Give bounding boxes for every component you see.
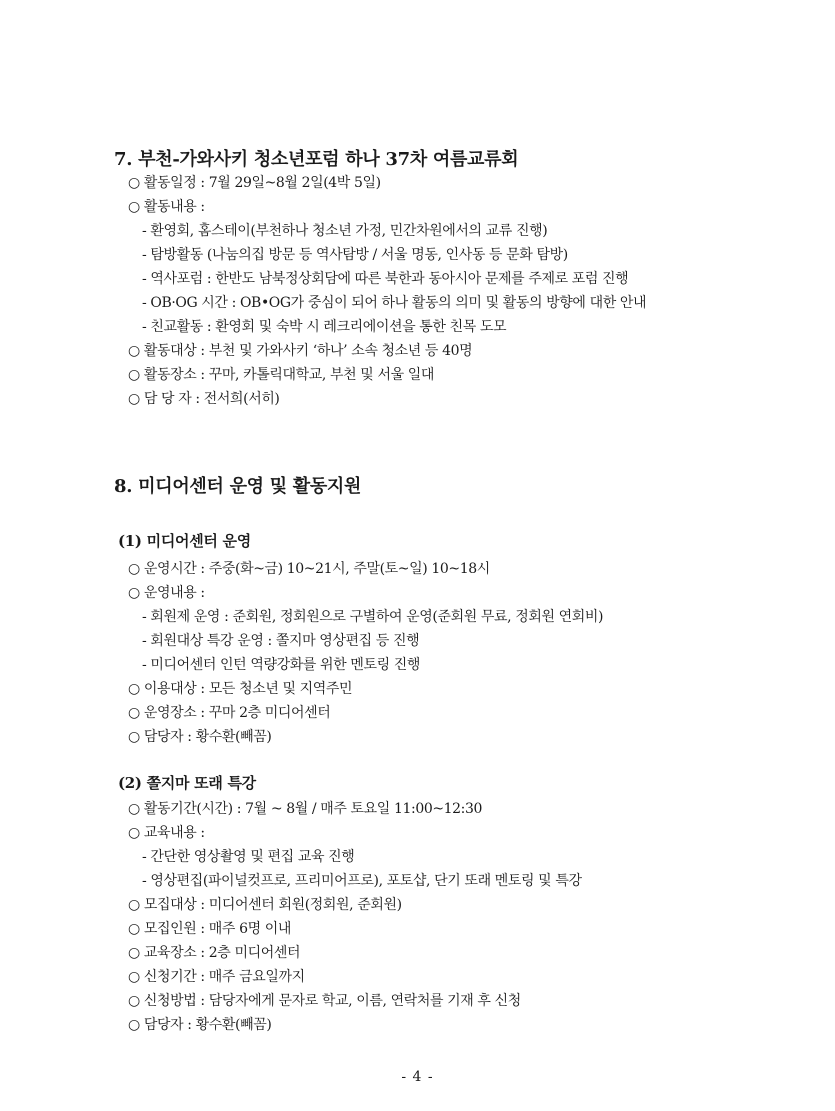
section-7-line: ○ 활동일정 : 7월 29일~8월 2일(4박 5일) [128,175,381,191]
subsection-1-line: - 회원제 운영 : 준회원, 정회원으로 구별하여 운영(준회원 무료, 정회원 연회비) [142,609,604,625]
section-7-line: - 탐방활동 (나눔의집 방문 등 역사탐방 / 서울 명동, 인사동 등 문화 탐방) [142,247,568,263]
subsection-1-title: (1) 미디어센터 운영 [118,532,251,550]
section-7-line: - 환영회, 홈스테이(부천하나 청소년 가정, 민간차원에서의 교류 진행) [142,223,548,239]
section-7-line: ○ 활동내용 : [128,199,205,215]
section-7-line: - 친교활동 : 환영회 및 숙박 시 레크리에이션을 통한 친목 도모 [142,319,507,335]
subsection-1-line: - 회원대상 특강 운영 : 쫄지마 영상편집 등 진행 [142,633,420,649]
section-7-title: 7. 부천-가와사키 청소년포럼 하나 37차 여름교류회 [114,149,519,170]
subsection-1-line: - 미디어센터 인턴 역량강화를 위한 멘토링 진행 [142,657,420,673]
subsection-1-line: ○ 운영장소 : 꾸마 2층 미디어센터 [128,705,331,721]
subsection-1-line: ○ 운영내용 : [128,585,205,601]
section-7-line: - 역사포럼 : 한반도 남북정상회담에 따른 북한과 동아시아 문제를 주제로 포럼 진행 [142,271,629,287]
subsection-1-line: ○ 운영시간 : 주중(화~금) 10~21시, 주말(토~일) 10~18시 [128,561,490,577]
subsection-2-line: - 간단한 영상촬영 및 편집 교육 진행 [142,849,355,865]
subsection-2-title: (2) 쫄지마 또래 특강 [118,774,256,792]
page-number: - 4 - [401,1069,434,1085]
subsection-2-line: ○ 교육장소 : 2층 미디어센터 [128,945,301,961]
subsection-2-line: ○ 활동기간(시간) : 7월 ~ 8월 / 매주 토요일 11:00~12:30 [128,801,483,817]
subsection-1-line: ○ 담당자 : 황수환(빼꼼) [128,729,272,745]
subsection-2-line: ○ 신청기간 : 매주 금요일까지 [128,969,305,985]
section-7-line: ○ 담 당 자 : 전서희(서히) [128,391,280,407]
subsection-1-line: ○ 이용대상 : 모든 청소년 및 지역주민 [128,681,353,697]
section-7-line: ○ 활동대상 : 부천 및 가와사키 ‘하나’ 소속 청소년 등 40명 [128,343,473,359]
subsection-2-line: ○ 모집인원 : 매주 6명 이내 [128,921,292,937]
subsection-2-line: ○ 교육내용 : [128,825,205,841]
section-7-line: - OB·OG 시간 : OB•OG가 중심이 되어 하나 활동의 의미 및 활동의 방향에 대한 안내 [142,295,647,311]
subsection-2-line: ○ 신청방법 : 담당자에게 문자로 학교, 이름, 연락처를 기재 후 신청 [128,993,521,1009]
subsection-2-line: ○ 모집대상 : 미디어센터 회원(정회원, 준회원) [128,897,402,913]
section-8-title: 8. 미디어센터 운영 및 활동지원 [114,476,362,497]
section-7-line: ○ 활동장소 : 꾸마, 카톨릭대학교, 부천 및 서울 일대 [128,367,434,383]
subsection-2-line: - 영상편집(파이널컷프로, 프리미어프로), 포토샵, 단기 또래 멘토링 및 특강 [142,873,582,889]
subsection-2-line: ○ 담당자 : 황수환(빼꼼) [128,1017,272,1033]
